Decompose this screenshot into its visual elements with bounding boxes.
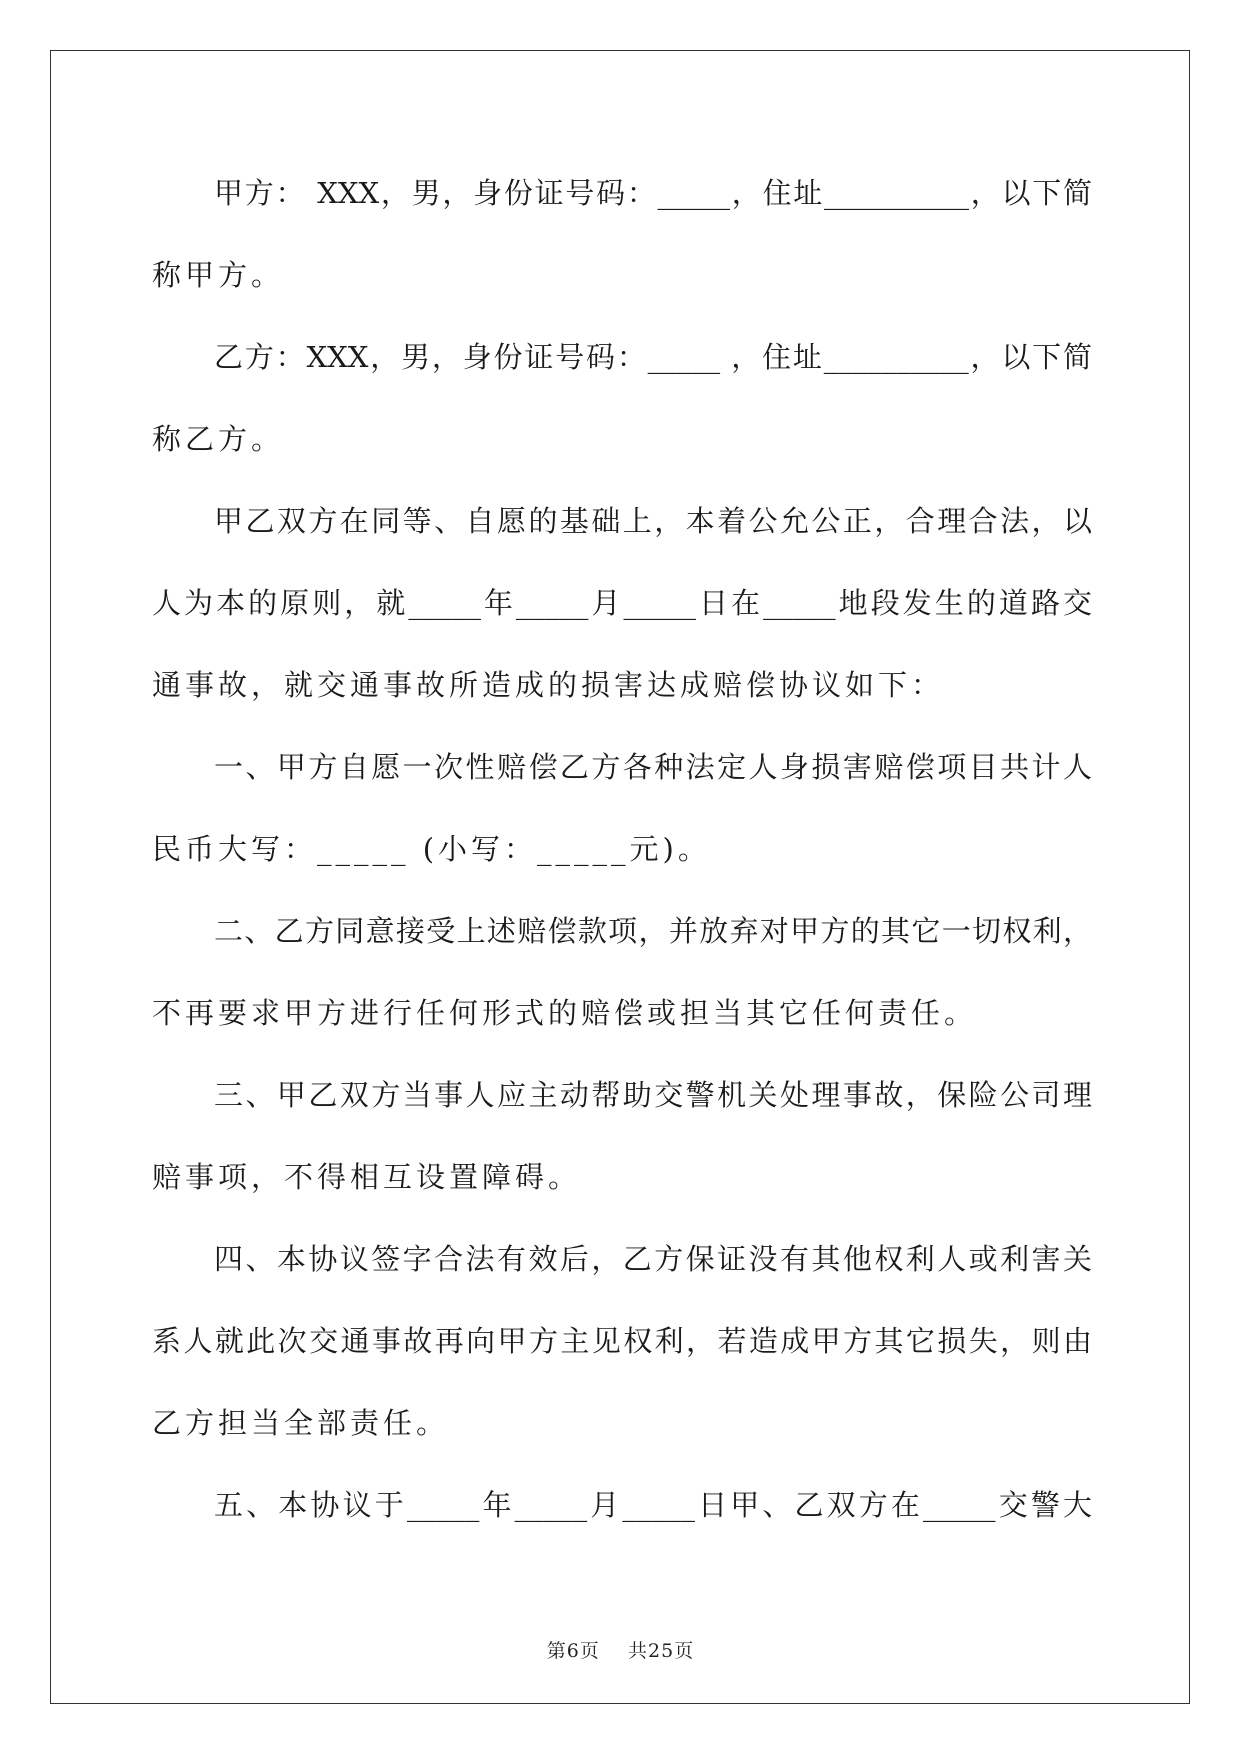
text-line: 三、甲乙双方当事人应主动帮助交警机关处理事故，保险公司理 [214,1078,1092,1112]
page-number: 第6页 [546,1640,600,1662]
text-line: 四、本协议签字合法有效后，乙方保证没有其他权利人或利害关 [214,1242,1092,1276]
text-line: 甲乙双方在同等、自愿的基础上，本着公允公正，合理合法，以 [214,504,1092,538]
text-line: 五、本协议于_____年_____月_____日甲、乙双方在_____交警大 [214,1488,1092,1522]
text-line: 一、甲方自愿一次性赔偿乙方各种法定人身损害赔偿项目共计人 [214,750,1092,784]
text-line: 民币大写：_____ (小写：_____元)。 [152,832,711,866]
text-line: 系人就此次交通事故再向甲方主见权利，若造成甲方其它损失，则由 [152,1324,1092,1358]
text-line: 人为本的原则，就_____年_____月_____日在_____地段发生的道路交 [152,586,1092,620]
total-pages: 共25页 [628,1640,695,1662]
text-line: 二、乙方同意接受上述赔偿款项，并放弃对甲方的其它一切权利， [214,914,1092,948]
text-line: 乙方：XXX，男，身份证号码：_____ ，住址__________，以下简 [214,340,1092,374]
text-line: 称乙方。 [152,422,285,456]
text-line: 赔事项，不得相互设置障碍。 [152,1160,582,1194]
text-line: 通事故，就交通事故所造成的损害达成赔偿协议如下： [152,668,945,702]
agreement-body [152,160,1092,1554]
text-line: 乙方担当全部责任。 [152,1406,450,1440]
text-line: 不再要求甲方进行任何形式的赔偿或担当其它任何责任。 [152,996,978,1030]
text-line: 称甲方。 [152,258,285,292]
page-footer [0,1636,1241,1663]
text-line: 甲方： XXX，男，身份证号码：_____，住址__________，以下简 [214,176,1092,210]
